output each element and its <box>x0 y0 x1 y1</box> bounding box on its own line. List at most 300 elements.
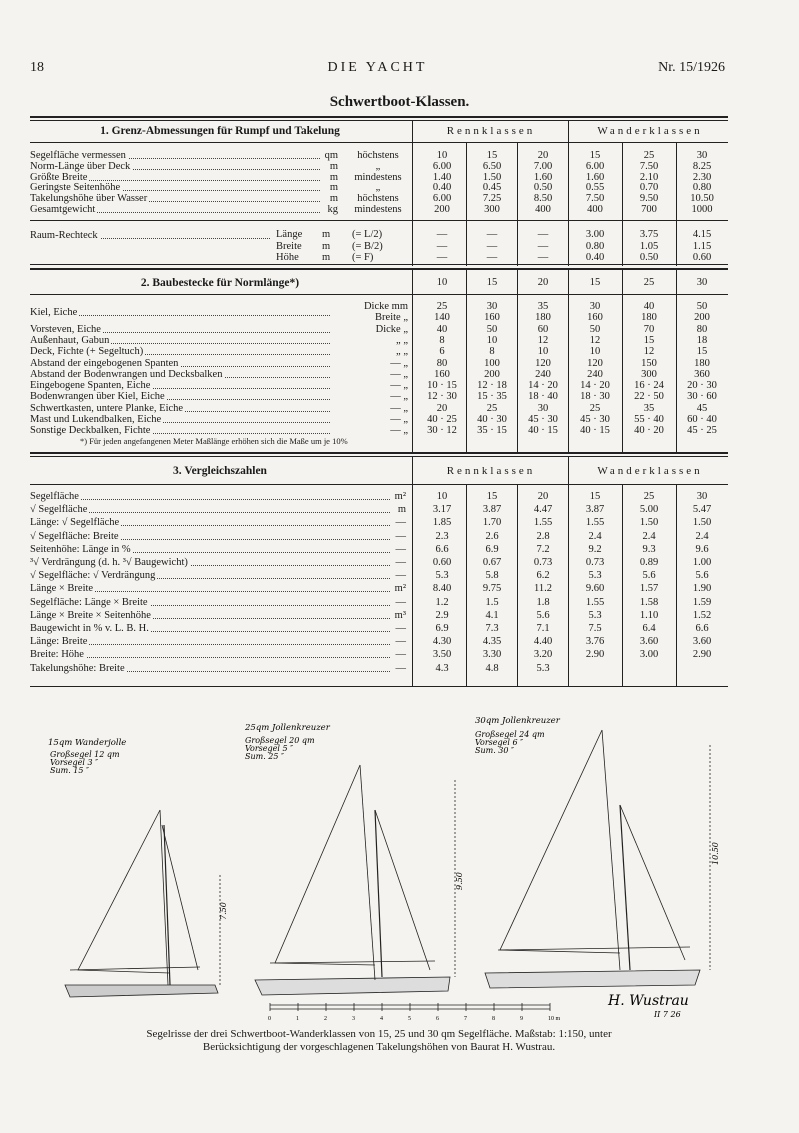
table-cell: 300 <box>641 368 657 380</box>
table-cell: 4.3 <box>435 662 449 674</box>
table-cell: 6.50 <box>482 160 502 172</box>
table-cell: 160 <box>587 312 603 324</box>
table-cell: 0.50 <box>533 182 553 194</box>
figure-caption <box>30 1028 728 1054</box>
section1-group-renn: Rennklassen <box>446 125 536 137</box>
table-cell: 12 · 30 <box>427 391 457 403</box>
table-cell: 40 · 25 <box>427 414 457 425</box>
table-cell: 40 · 30 <box>477 414 507 425</box>
table-cell: — <box>486 240 498 252</box>
row-unit: — „ <box>390 402 408 414</box>
table-cell: 5.3 <box>536 662 550 674</box>
table-cell: 3.76 <box>585 636 605 648</box>
table-cell: 5.00 <box>639 504 659 516</box>
boat1-line1: Großsegel 12 qm <box>50 750 120 759</box>
table-cell: 1000 <box>691 204 713 215</box>
table-cell: 4.40 <box>533 636 553 648</box>
table-cell: 140 <box>434 312 450 324</box>
row-unit: — „ <box>390 380 408 392</box>
table-cell: 12 · 18 <box>477 380 507 392</box>
row-label: Außenhaut, Gabun <box>30 335 330 346</box>
table-cell: 1.70 <box>482 517 502 529</box>
raum-dim: Länge <box>276 229 303 240</box>
table-cell: 45 · 30 <box>528 414 558 425</box>
raum-label: Raum-Rechteck <box>30 230 270 241</box>
table-cell: 0.70 <box>639 182 659 194</box>
table-cell: 7.1 <box>536 623 550 634</box>
table-cell: 40 <box>643 301 655 312</box>
row-unit: Breite „ <box>375 312 408 324</box>
table-cell: 0.40 <box>585 252 605 263</box>
section3-heading: 3. Vergleichszahlen <box>173 465 267 477</box>
table-cell: 2.4 <box>695 530 709 542</box>
table-cell: 2.30 <box>692 171 712 183</box>
table-cell: 8 <box>439 334 445 346</box>
row-label: Mast und Lukendbalken, Eiche <box>30 414 330 425</box>
table-cell: 8 <box>489 346 495 358</box>
table-cell: 180 <box>694 357 710 369</box>
row-label: Eingebogene Spanten, Eiche <box>30 380 330 391</box>
table-cell: 120 <box>587 357 603 369</box>
table-cell: — <box>537 240 549 252</box>
row-label: Sonstige Deckbalken, Fichte <box>30 425 330 436</box>
table-cell: 0.67 <box>482 557 502 568</box>
table-cell: 15 <box>589 491 601 502</box>
table-cell: 40 · 15 <box>528 425 558 437</box>
boat2-line2: Vorsegel 5 ″ <box>245 744 294 753</box>
row-unit: m <box>329 193 338 205</box>
table-cell: 1.50 <box>482 171 502 183</box>
table-cell: 3.87 <box>482 504 502 516</box>
table-cell: 5.3 <box>588 609 602 621</box>
table-cell: 400 <box>535 204 551 215</box>
table-cell: 3.60 <box>692 636 712 648</box>
table-cell: 55 · 40 <box>634 414 664 425</box>
table-cell: 3.50 <box>432 649 452 661</box>
table-cell: 1.00 <box>692 557 712 568</box>
row-label: Deck, Fichte (+ Segeltuch) <box>30 346 330 357</box>
row-unit: m² <box>394 583 406 595</box>
table-cell: 120 <box>535 357 551 369</box>
table-cell: 2.90 <box>585 649 605 661</box>
table-cell: 7.25 <box>482 193 502 205</box>
table-cell: 9.60 <box>585 583 605 595</box>
row-label: Breite: Höhe <box>30 649 390 660</box>
scale-label: 8 <box>492 1016 495 1022</box>
row-unit: — „ <box>390 368 408 380</box>
table-cell: 5.47 <box>692 504 712 516</box>
table-cell: 10.50 <box>690 193 714 205</box>
table-cell: 6.9 <box>485 543 499 555</box>
row-unit: — <box>395 517 406 529</box>
table-cell: 50 <box>696 301 708 312</box>
table-cell: 1.10 <box>639 609 659 621</box>
row-label: Länge: √ Segelfläche <box>30 517 390 528</box>
boat1-title: 15qm Wanderjolle <box>48 738 127 748</box>
row-label: Kiel, Eiche <box>30 307 330 318</box>
boat2-title: 25qm Jollenkreuzer <box>245 723 330 733</box>
table-cell: 5.3 <box>588 570 602 582</box>
table-cell: 20 <box>436 402 448 414</box>
row-label: Abstand der eingebogenen Spanten <box>30 358 330 369</box>
raum-dim: Höhe <box>276 252 299 263</box>
column-rule <box>622 484 623 686</box>
boat2-line3: Sum. 25 ″ <box>245 752 285 761</box>
boat3-drawing <box>485 730 710 988</box>
table-cell: 15 <box>589 150 601 161</box>
rule <box>30 484 728 485</box>
row-unit: — „ <box>390 414 408 425</box>
table-cell: 30 <box>486 301 498 312</box>
row-unit: m³ <box>394 609 406 621</box>
column-rule <box>622 270 623 452</box>
column-rule <box>412 270 413 452</box>
table-cell: 45 · 30 <box>580 414 610 425</box>
table-cell: 200 <box>694 312 710 324</box>
table-cell: 6.2 <box>536 570 550 582</box>
table-cell: 60 <box>537 323 549 335</box>
table-cell: 6.9 <box>435 623 449 634</box>
table-cell: 15 · 35 <box>477 391 507 403</box>
table-cell: 1.15 <box>692 240 712 252</box>
scale-label: 0 <box>268 1016 271 1022</box>
table-cell: 5.6 <box>695 570 709 582</box>
row-label: Bodenwrangen über Kiel, Eiche <box>30 391 330 402</box>
row-unit: Dicke „ <box>375 323 408 335</box>
table-cell: 160 <box>484 312 500 324</box>
table-cell: 0.40 <box>432 182 452 194</box>
table-cell: 10 <box>486 334 498 346</box>
table-cell: 80 <box>436 357 448 369</box>
row-unit: m <box>397 504 406 516</box>
row-label: Segelfläche <box>30 491 390 502</box>
table-cell: 15 <box>696 346 708 358</box>
table-cell: 8.40 <box>432 583 452 595</box>
row-unit: — <box>395 649 406 661</box>
boat2-drawing <box>255 765 455 995</box>
table-cell: 40 · 20 <box>634 425 664 437</box>
column-rule <box>622 142 623 266</box>
boat1-drawing <box>65 810 220 997</box>
column-header: 25 <box>643 277 655 288</box>
table-cell: 20 · 30 <box>687 380 717 392</box>
row-condition: mindestens <box>354 204 402 215</box>
column-header: 30 <box>696 277 708 288</box>
table-cell: 12 <box>589 334 601 346</box>
table-cell: — <box>537 229 549 240</box>
row-unit: — <box>395 662 406 674</box>
table-cell: 1.59 <box>692 596 712 608</box>
table-cell: 25 <box>643 150 655 161</box>
boat2-height: 9.50 <box>455 872 464 890</box>
table-cell: 4.30 <box>432 636 452 648</box>
table-cell: 50 <box>589 323 601 335</box>
table-cell: 4.15 <box>692 229 712 240</box>
table-cell: 1.55 <box>585 517 605 529</box>
page-number: 18 <box>30 60 44 75</box>
table-cell: 35 · 15 <box>477 425 507 437</box>
row-unit: — <box>395 596 406 608</box>
scale-label: 2 <box>324 1016 327 1022</box>
boat3-line1: Großsegel 24 qm <box>475 730 545 739</box>
row-unit: m² <box>394 491 406 502</box>
table-cell: 1.50 <box>692 517 712 529</box>
rule <box>30 264 728 265</box>
table-cell: 25 <box>643 491 655 502</box>
table-cell: 7.00 <box>533 160 553 172</box>
table-cell: 1.60 <box>585 171 605 183</box>
row-unit: — <box>395 530 406 542</box>
table-cell: 3.87 <box>585 504 605 516</box>
table-cell: 15 <box>486 491 498 502</box>
table-cell: 6.6 <box>435 543 449 555</box>
table-cell: 25 <box>486 402 498 414</box>
boat3-height: 10.50 <box>711 842 720 865</box>
table-cell: 3.00 <box>639 649 659 661</box>
row-label: Vorsteven, Eiche <box>30 324 330 335</box>
raum-formula: (= B/2) <box>352 240 383 252</box>
table-cell: 30 · 60 <box>687 391 717 403</box>
table-cell: 30 <box>696 150 708 161</box>
table-cell: 4.8 <box>485 662 499 674</box>
table-cell: 25 <box>589 402 601 414</box>
column-rule <box>676 142 677 266</box>
row-label: Schwertkasten, untere Planke, Eiche <box>30 403 330 414</box>
table-cell: 35 <box>643 402 655 414</box>
table-cell: 8.25 <box>692 160 712 172</box>
sail-plans <box>30 715 730 1025</box>
table-cell: 5.8 <box>485 570 499 582</box>
table-cell: 6 <box>439 346 445 358</box>
table-cell: 0.60 <box>692 252 712 263</box>
table-cell: 7.2 <box>536 543 550 555</box>
table-cell: 9.3 <box>642 543 656 555</box>
table-cell: 1.40 <box>432 171 452 183</box>
rule <box>30 268 728 270</box>
table-cell: 360 <box>694 368 710 380</box>
table-cell: 300 <box>484 204 500 215</box>
column-rule <box>466 270 467 452</box>
scale-label: 1 <box>296 1016 299 1022</box>
magazine-name: DIE YACHT <box>327 60 428 75</box>
boat1-line2: Vorsegel 3 ″ <box>50 758 99 767</box>
scale-label: 3 <box>352 1016 355 1022</box>
table-cell: 7.50 <box>585 193 605 205</box>
row-unit: — „ <box>390 391 408 403</box>
table-cell: 0.73 <box>533 557 553 568</box>
column-header: 15 <box>486 277 498 288</box>
row-label: Takelungshöhe über Wasser <box>30 193 320 204</box>
table-cell: 1.05 <box>639 240 659 252</box>
rule <box>30 686 728 687</box>
section1-group-wander: Wanderklassen <box>597 125 703 137</box>
table-cell: 1.5 <box>485 596 499 608</box>
table-cell: 1.90 <box>692 583 712 595</box>
row-label: √ Segelfläche <box>30 504 390 515</box>
table-cell: 14 · 20 <box>528 380 558 392</box>
row-unit: — <box>395 636 406 648</box>
table-cell: 2.3 <box>435 530 449 542</box>
table-cell: 40 <box>436 323 448 335</box>
row-unit: — „ <box>390 357 408 369</box>
table-cell: 15 <box>643 334 655 346</box>
raum-formula: (= L/2) <box>352 229 383 240</box>
table-cell: 6.00 <box>432 193 452 205</box>
table-cell: 0.60 <box>432 557 452 568</box>
column-rule <box>412 120 413 266</box>
table-cell: 30 <box>696 491 708 502</box>
table-cell: — <box>436 252 448 263</box>
table-cell: 700 <box>641 204 657 215</box>
raum-unit: m <box>322 229 331 240</box>
section3-group-renn: Rennklassen <box>446 465 536 477</box>
row-unit: kg <box>327 204 338 215</box>
table-cell: 1.8 <box>536 596 550 608</box>
rule <box>30 116 728 118</box>
row-condition: „ <box>375 182 381 194</box>
raum-unit: m <box>322 240 331 252</box>
raum-dim: Breite <box>276 240 302 252</box>
row-label: Baugewicht in % v. L. B. H. <box>30 623 390 634</box>
table-cell: 12 <box>643 346 655 358</box>
column-rule <box>568 270 569 452</box>
section2-heading: 2. Baubestecke für Normlänge*) <box>140 277 300 289</box>
row-label: Segelfläche vermessen <box>30 150 320 161</box>
boat1-line3: Sum. 15 ″ <box>50 766 90 775</box>
table-cell: 0.73 <box>585 557 605 568</box>
table-cell: 3.20 <box>533 649 553 661</box>
row-label: Gesamtgewicht <box>30 204 320 215</box>
table-cell: 4.35 <box>482 636 502 648</box>
rule <box>30 120 728 121</box>
column-rule <box>466 484 467 686</box>
table-cell: — <box>537 252 549 263</box>
table-cell: 9.6 <box>695 543 709 555</box>
table-cell: 1.52 <box>692 609 712 621</box>
table-cell: 10 <box>589 346 601 358</box>
table-cell: 0.50 <box>639 252 659 263</box>
row-unit: — <box>395 557 406 568</box>
row-unit: m <box>329 182 338 194</box>
signature-date: II 7 26 <box>654 1010 681 1019</box>
boat3-line3: Sum. 30 ″ <box>475 746 515 755</box>
table-cell: 400 <box>587 204 603 215</box>
boat2-line1: Großsegel 20 qm <box>245 736 315 745</box>
row-unit: „ „ <box>396 346 408 358</box>
table-cell: 2.4 <box>588 530 602 542</box>
row-label: Länge × Breite <box>30 583 390 594</box>
row-unit: „ „ <box>396 334 408 346</box>
scale-label: 4 <box>380 1016 383 1022</box>
table-cell: 0.89 <box>639 557 659 568</box>
column-rule <box>568 120 569 266</box>
row-label: ³√ Verdrängung (d. h. ³√ Baugewicht) <box>30 557 390 568</box>
caption-line1: Segelrisse der drei Schwertboot-Wanderklassen von 15, 25 und 30 qm Segelfläche. Maßstab: 1:150, unter <box>146 1028 612 1040</box>
column-rule <box>517 142 518 266</box>
scale-label: 7 <box>464 1016 467 1022</box>
table-cell: 10 <box>537 346 549 358</box>
table-cell: 0.80 <box>585 240 605 252</box>
column-header: 20 <box>537 277 549 288</box>
row-condition: mindestens <box>354 171 402 183</box>
table-cell: 1.58 <box>639 596 659 608</box>
table-cell: 1.2 <box>435 596 449 608</box>
table-cell: — <box>486 229 498 240</box>
table-cell: 9.50 <box>639 193 659 205</box>
rule <box>30 452 728 454</box>
table-cell: 20 <box>537 150 549 161</box>
row-label: Segelfläche: Länge × Breite <box>30 597 390 608</box>
table-cell: 11.2 <box>534 583 552 595</box>
table-cell: 0.55 <box>585 182 605 194</box>
table-cell: — <box>436 240 448 252</box>
table-cell: 3.00 <box>585 229 605 240</box>
table-cell: — <box>436 229 448 240</box>
table-cell: 0.80 <box>692 182 712 194</box>
table-cell: 18 <box>696 334 708 346</box>
row-label: √ Segelfläche: √ Verdrängung <box>30 570 390 581</box>
row-label: Geringste Seitenhöhe <box>30 182 320 193</box>
table-cell: 160 <box>434 368 450 380</box>
table-cell: 100 <box>484 357 500 369</box>
table-cell: 14 · 20 <box>580 380 610 392</box>
footnote: *) Für jeden angefangenen Meter Maßlänge erhöhen sich die Maße um je 10% <box>80 436 348 446</box>
table-cell: 1.55 <box>585 596 605 608</box>
table-cell: 5.3 <box>435 570 449 582</box>
table-cell: 1.85 <box>432 517 452 529</box>
page-header <box>30 60 725 80</box>
table-cell: 1.60 <box>533 171 553 183</box>
row-label: Länge: Breite <box>30 636 390 647</box>
table-cell: 12 <box>537 334 549 346</box>
boat1-height: 7.50 <box>219 902 228 920</box>
table-cell: 45 <box>696 402 708 414</box>
table-cell: 10 <box>436 150 448 161</box>
table-cell: 9.2 <box>588 543 602 555</box>
table-cell: 40 · 15 <box>580 425 610 437</box>
boat3-line2: Vorsegel 6 ″ <box>475 738 524 747</box>
table-cell: 25 <box>436 301 448 312</box>
table-cell: 60 · 40 <box>687 414 717 425</box>
table-cell: 6.6 <box>695 623 709 634</box>
row-label: Länge × Breite × Seitenhöhe <box>30 610 390 621</box>
table-cell: 1.57 <box>639 583 659 595</box>
column-rule <box>517 484 518 686</box>
column-header: 10 <box>436 277 448 288</box>
table-cell: 22 · 50 <box>634 391 664 403</box>
row-label: Seitenhöhe: Länge in % <box>30 544 390 555</box>
table-cell: 1.50 <box>639 517 659 529</box>
row-label: Abstand der Bodenwrangen und Decksbalken <box>30 369 330 380</box>
table-cell: 3.60 <box>639 636 659 648</box>
table-cell: 10 <box>436 491 448 502</box>
table-cell: 6.00 <box>432 160 452 172</box>
caption-line2: Berücksichtigung der vorgeschlagenen Takelungshöhen von Baurat H. Wustrau. <box>202 1041 556 1053</box>
rule <box>30 294 728 295</box>
table-cell: 3.30 <box>482 649 502 661</box>
table-cell: 9.75 <box>482 583 502 595</box>
table-cell: 18 · 30 <box>580 391 610 403</box>
scale-label: 6 <box>436 1016 439 1022</box>
table-cell: 180 <box>535 312 551 324</box>
column-rule <box>412 456 413 686</box>
table-cell: 2.10 <box>639 171 659 183</box>
raum-formula: (= F) <box>352 252 374 263</box>
table-cell: 20 <box>537 491 549 502</box>
table-cell: 180 <box>641 312 657 324</box>
column-rule <box>676 484 677 686</box>
row-unit: — „ <box>390 425 408 437</box>
